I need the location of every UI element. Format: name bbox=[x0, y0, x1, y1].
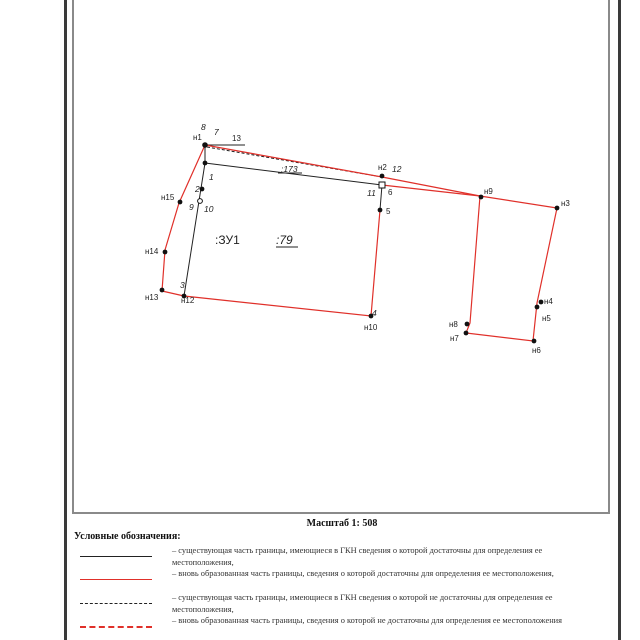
label-n1: н1 bbox=[193, 133, 202, 142]
point-n3 bbox=[555, 206, 560, 211]
point-2 bbox=[200, 187, 205, 192]
point-n15 bbox=[178, 200, 183, 205]
point-n9 bbox=[479, 195, 484, 200]
label-n9: н9 bbox=[484, 187, 493, 196]
point-n6 bbox=[532, 339, 537, 344]
label-n10: н10 bbox=[364, 323, 378, 332]
point-n8 bbox=[465, 322, 470, 327]
point-labels bbox=[145, 122, 570, 355]
point-n13 bbox=[160, 288, 165, 293]
label-10: 10 bbox=[204, 204, 214, 214]
legend-sample-dashed-black bbox=[80, 603, 152, 604]
existing-boundary-1-3 bbox=[184, 163, 205, 296]
label-12: 12 bbox=[392, 164, 402, 174]
legend-title: Условные обозначения: bbox=[74, 531, 181, 542]
legend-text: – существующая часть границы, имеющиеся в ГКН сведения о которой достаточны для определения ее местоположения, bbox=[172, 546, 543, 567]
parcel-labels bbox=[215, 164, 298, 247]
legend-text: – существующая часть границы, имеющиеся в ГКН сведения о которой не достаточны для определения ее местоположения, bbox=[172, 593, 553, 614]
label-8: 8 bbox=[201, 122, 206, 132]
existing-boundary-8-5 bbox=[380, 185, 382, 210]
point-8 bbox=[379, 182, 385, 188]
point-n5 bbox=[535, 305, 540, 310]
point-1 bbox=[203, 161, 208, 166]
parcel-label-zu1: :ЗУ1 bbox=[215, 233, 240, 247]
label-n7: н7 bbox=[450, 334, 459, 343]
legend-text: – вновь образованная часть границы, сведения о которой достаточны для определения ее местоположения, bbox=[172, 569, 554, 578]
label-9: 9 bbox=[189, 202, 194, 212]
label-11: 11 bbox=[367, 188, 376, 198]
point-n4 bbox=[539, 300, 544, 305]
label-n4: н4 bbox=[544, 297, 553, 306]
label-n13: н13 bbox=[145, 293, 159, 302]
point-n7 bbox=[464, 331, 469, 336]
legend-sample-dashed-red bbox=[80, 626, 152, 628]
legend-item-existing-sufficient bbox=[74, 545, 614, 569]
legend-sample-solid-red bbox=[80, 579, 152, 580]
label-n3: н3 bbox=[561, 199, 570, 208]
label-1: 1 bbox=[209, 172, 214, 182]
point-5 bbox=[378, 208, 383, 213]
point-9 bbox=[198, 199, 203, 204]
scale-label: Масштаб 1: 508 bbox=[306, 518, 378, 529]
legend-sample-solid-black bbox=[80, 556, 152, 557]
legend-item-existing-insufficient bbox=[74, 592, 614, 616]
point-n1 bbox=[202, 142, 208, 148]
label-n8: н8 bbox=[449, 320, 458, 329]
label-n2: н2 bbox=[378, 163, 387, 172]
label-3: 3 bbox=[180, 280, 185, 290]
label-n6: н6 bbox=[532, 346, 541, 355]
legend-item-new-sufficient bbox=[74, 568, 614, 592]
label-6: 6 bbox=[388, 188, 393, 197]
point-n2 bbox=[380, 174, 385, 179]
label-2: 2 bbox=[195, 184, 200, 194]
parcel-label-173: :173 bbox=[281, 164, 298, 174]
label-7: 7 bbox=[214, 127, 219, 137]
label-n15: н15 bbox=[161, 193, 175, 202]
legend-text: – вновь образованная часть границы, сведения о которой не достаточны для определения ее местоположения bbox=[172, 616, 563, 625]
label-13: 13 bbox=[232, 134, 241, 143]
label-4: 4 bbox=[372, 308, 377, 318]
parcel-label-79: :79 bbox=[276, 233, 293, 247]
point-n14 bbox=[163, 250, 168, 255]
legend-item-new-insufficient bbox=[74, 615, 614, 639]
label-n5: н5 bbox=[542, 314, 551, 323]
label-n12: н12 bbox=[181, 296, 195, 305]
label-5: 5 bbox=[386, 207, 391, 216]
label-n14: н14 bbox=[145, 247, 159, 256]
